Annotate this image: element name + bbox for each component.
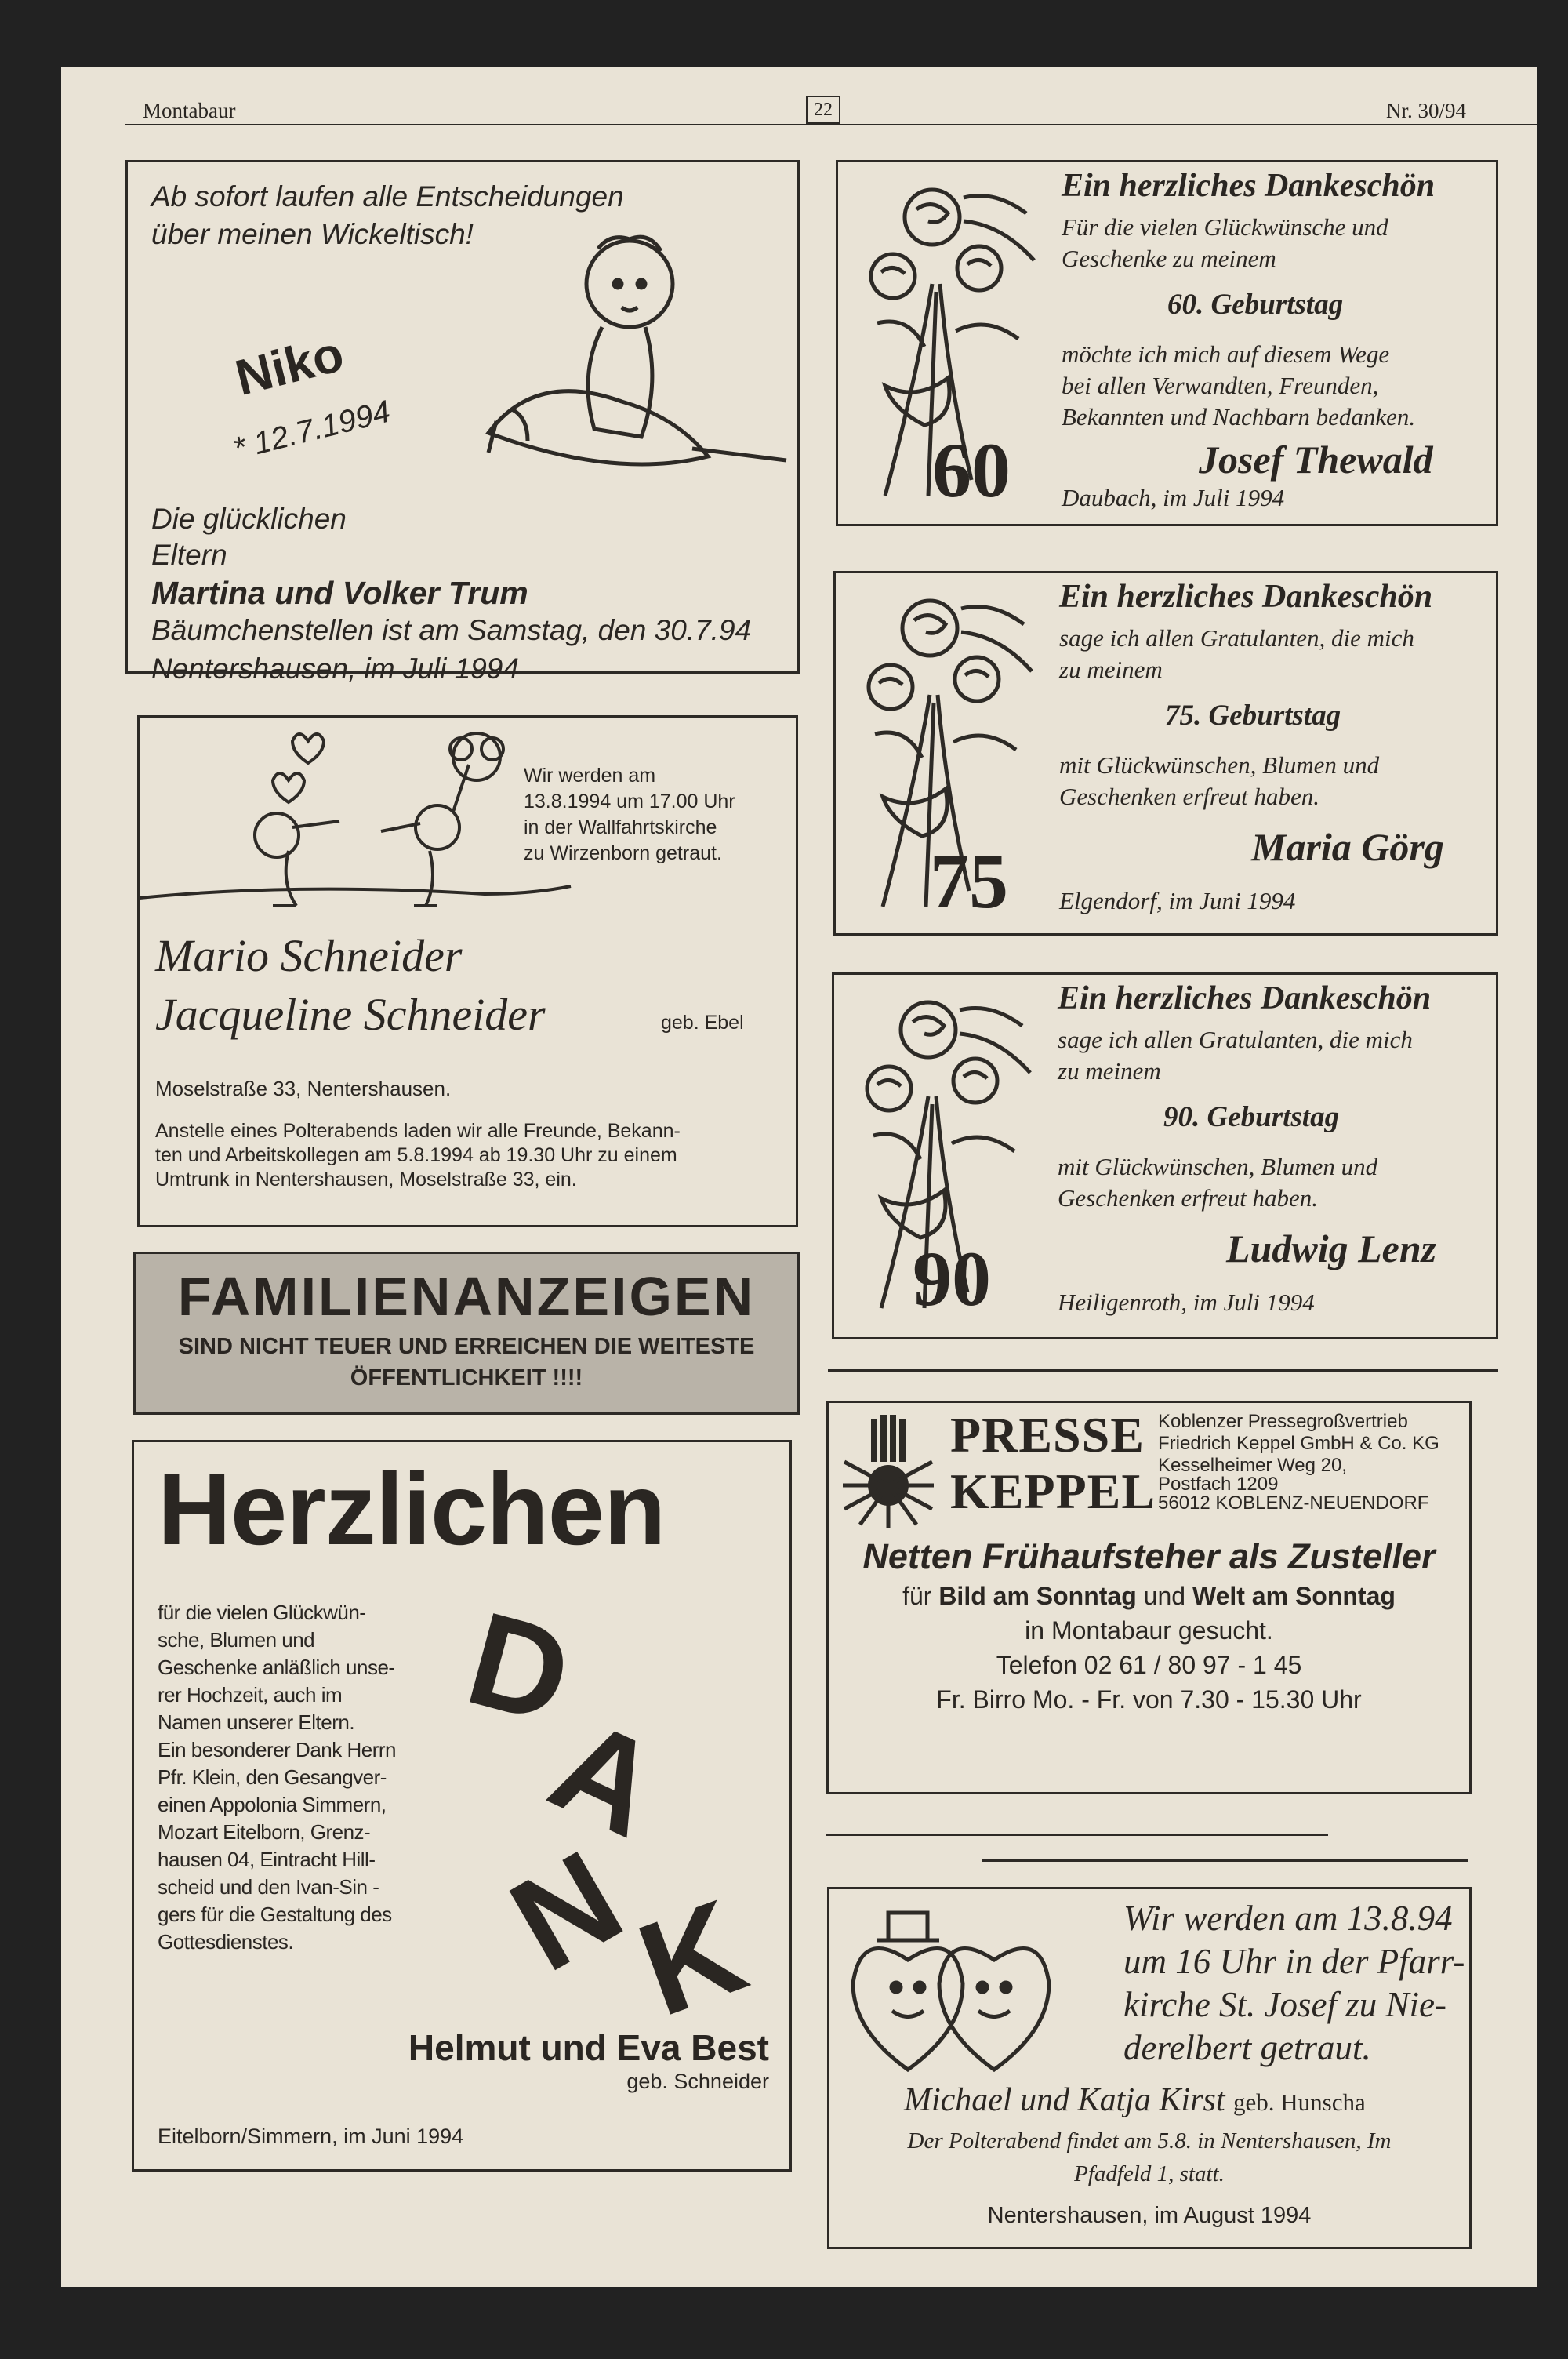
- wedding2-note-line: Pfadfeld 1, statt.: [1074, 2161, 1225, 2186]
- thanks90-name: Ludwig Lenz: [1226, 1227, 1437, 1270]
- thanks-body-line: hausen 04, Eintracht Hill-: [158, 1848, 376, 1871]
- wedding2-names: [904, 2081, 1366, 2119]
- presse-address-line: 56012 KOBLENZ-NEUENDORF: [1158, 1492, 1429, 1514]
- thanks60-line: Geschenke zu meinem: [1062, 245, 1276, 272]
- thanks60-age: 60: [932, 427, 1011, 514]
- thanks-body-line: einen Appolonia Simmern,: [158, 1793, 387, 1816]
- tree-planting: Bäumchenstellen ist am Samstag, den 30.7.94: [151, 614, 752, 646]
- presse-line1-bold1: Bild am Sonntag: [938, 1582, 1137, 1610]
- promo-title: FAMILIENANZEIGEN: [177, 1266, 756, 1327]
- thanks90-place: Heiligenroth, im Juli 1994: [1058, 1289, 1315, 1316]
- thanks-body-line: für die vielen Glückwün-: [158, 1601, 366, 1624]
- birth-announcement: [125, 160, 800, 685]
- wedding1-note: [155, 1119, 681, 1192]
- thanks-body-line: Namen unserer Eltern.: [158, 1710, 355, 1734]
- wedding-announcement-schneider: [137, 715, 798, 1227]
- thanks-body-line: Pfr. Klein, den Gesangver-: [158, 1765, 387, 1789]
- presse-address: [1158, 1411, 1439, 1514]
- thanks90-line2: Geschenken erfreut haben.: [1058, 1184, 1318, 1212]
- parents-intro: [151, 501, 347, 573]
- dank-letter-d: D: [453, 1583, 586, 1753]
- presse-address-line: Kesselheimer Weg 20,: [1158, 1455, 1348, 1476]
- thanks-75-birthday: [833, 571, 1498, 936]
- divider-rule: [826, 1834, 1328, 1836]
- thanks90-title: Ein herzliches Dankeschön: [1058, 980, 1432, 1016]
- thanks-body-line: Geschenke anläßlich unse-: [158, 1656, 395, 1679]
- thanks90-line2: mit Glückwünschen, Blumen und: [1058, 1153, 1378, 1180]
- presse-address-line: Postfach 1209: [1158, 1474, 1279, 1495]
- presse-logo-word1: PRESSE: [950, 1407, 1145, 1463]
- thanks90-lines2: [1058, 1151, 1377, 1214]
- wedding2-details: [1123, 1897, 1465, 2070]
- newspaper-page: [61, 67, 1537, 2287]
- thanks75-occasion: 75. Geburtstag: [1165, 700, 1341, 732]
- presse-address-line: Koblenzer Pressegroßvertrieb: [1158, 1411, 1408, 1432]
- thanks75-line: sage ich allen Gratulanten, die mich: [1059, 624, 1414, 652]
- thanks60-line2: bei allen Verwandten, Freunden,: [1062, 372, 1379, 399]
- wedding1-line: Wir werden am: [524, 765, 656, 787]
- thanks-body-line: scheid und den Ivan-Sin -: [158, 1875, 379, 1899]
- wedding-announcement-kirst: [827, 1887, 1472, 2249]
- thanks-body-line: Ein besonderer Dank Herrn: [158, 1738, 396, 1761]
- presse-line1-bold2: Welt am Sonntag: [1192, 1582, 1396, 1610]
- dank-letter-a: A: [530, 1689, 681, 1866]
- thanks75-line2: Geschenken erfreut haben.: [1059, 783, 1319, 810]
- thanks90-age: 90: [913, 1235, 991, 1322]
- baby-illustration: [465, 221, 794, 488]
- wedding1-address: Moselstraße 33, Nentershausen.: [155, 1077, 452, 1100]
- dank-letter-n: N: [487, 1823, 646, 2000]
- thanks75-age: 75: [930, 838, 1008, 925]
- thanks60-line: Für die vielen Glückwünsche und: [1062, 213, 1388, 241]
- birth-place: Nentershausen, im Juli 1994: [151, 652, 519, 685]
- thanks-heading: Herzlichen: [158, 1452, 666, 1566]
- promo-line1: SIND NICHT TEUER UND ERREICHEN DIE WEITESTE: [178, 1334, 755, 1359]
- promo-line2: ÖFFENTLICHKEIT !!!!: [350, 1365, 583, 1390]
- presse-headline: Netten Frühaufsteher als Zusteller: [862, 1536, 1436, 1576]
- parents-names: Martina und Volker Trum: [151, 575, 528, 611]
- thanks60-line2: möchte ich mich auf diesem Wege: [1062, 340, 1390, 368]
- wedding1-details: [524, 763, 735, 867]
- birth-intro-line: über meinen Wickeltisch!: [151, 218, 474, 250]
- wedding2-line: derelbert getraut.: [1123, 2028, 1371, 2067]
- thanks60-line2: Bekannten und Nachbarn bedanken.: [1062, 403, 1416, 431]
- thanks60-title: Ein herzliches Dankeschön: [1062, 168, 1436, 204]
- thanks90-line: sage ich allen Gratulanten, die mich: [1058, 1026, 1413, 1053]
- header-town: Montabaur: [143, 99, 236, 122]
- bride-nee: geb. Ebel: [661, 1012, 744, 1034]
- parents-intro-line: Die glücklichen: [151, 503, 347, 535]
- presse-line1-mid: und: [1143, 1582, 1186, 1610]
- thanks90-occasion: 90. Geburtstag: [1163, 1101, 1340, 1133]
- wedding1-line: zu Wirzenborn getraut.: [524, 842, 722, 864]
- thanks-body-line: gers für die Gestaltung des: [158, 1903, 392, 1926]
- thanks75-name: Maria Görg: [1251, 825, 1444, 869]
- wedding2-names-text: Michael und Katja Kirst: [904, 2082, 1225, 2118]
- thanks-nee: geb. Schneider: [626, 2070, 769, 2093]
- thanks75-lines2: [1059, 750, 1379, 812]
- presse-address-line: Friedrich Keppel GmbH & Co. KG: [1158, 1433, 1439, 1454]
- dank-letter-k: K: [621, 1871, 763, 2045]
- baby-name: Niko: [230, 325, 350, 406]
- presse-line2: in Montabaur gesucht.: [1025, 1616, 1273, 1645]
- thanks75-title: Ein herzliches Dankeschön: [1059, 579, 1433, 615]
- wedding2-note: [829, 2125, 1469, 2190]
- wedding1-line: in der Wallfahrtskirche: [524, 816, 717, 838]
- birth-date: * 12.7.1994: [230, 394, 394, 467]
- presse-keppel-logo-icon: [844, 1415, 938, 1525]
- wedding2-nee: geb. Hunscha: [1233, 2088, 1366, 2116]
- divider-rule: [982, 1859, 1468, 1862]
- thanks-body-line: Gottesdienstes.: [158, 1930, 294, 1954]
- thanks60-lines: [1062, 212, 1388, 274]
- thanks60-place: Daubach, im Juli 1994: [1062, 484, 1285, 511]
- presse-logo-word2: KEPPEL: [950, 1463, 1156, 1519]
- parents-intro-line: Eltern: [151, 539, 227, 571]
- hearts-couple-illustration: [845, 1913, 1049, 2077]
- thanks60-lines2: [1062, 339, 1415, 433]
- birth-intro-line: Ab sofort laufen alle Entscheidungen: [151, 180, 624, 213]
- thanks60-occasion: 60. Geburtstag: [1167, 289, 1344, 321]
- thanks75-place: Elgendorf, im Juni 1994: [1059, 887, 1296, 914]
- thanks-body: [158, 1599, 396, 1956]
- thanks-body-line: Mozart Eitelborn, Grenz-: [158, 1820, 371, 1844]
- page-number: 22: [806, 96, 840, 124]
- wedding2-line: um 16 Uhr in der Pfarr-: [1123, 1942, 1465, 1981]
- thanks75-lines: [1059, 623, 1414, 685]
- thanks-place: Eitelborn/Simmern, im Juni 1994: [158, 2125, 464, 2148]
- wedding1-line: 13.8.1994 um 17.00 Uhr: [524, 791, 735, 812]
- issue-number: Nr. 30/94: [1386, 99, 1467, 122]
- thanks-60-birthday: [836, 160, 1498, 526]
- thanks-wedding-best: [132, 1440, 792, 2172]
- wedding2-place: Nentershausen, im August 1994: [987, 2203, 1312, 2228]
- section-rule: [828, 1369, 1498, 1372]
- wedding1-note-line: ten und Arbeitskollegen am 5.8.1994 ab 19.30 Uhr zu einem: [155, 1144, 677, 1166]
- wedding2-note-line: Der Polterabend findet am 5.8. in Nentershausen, Im: [907, 2128, 1392, 2154]
- presse-line3: Telefon 02 61 / 80 97 - 1 45: [996, 1651, 1302, 1679]
- wedding2-line: Wir werden am 13.8.94: [1123, 1899, 1453, 1938]
- presse-line1-pre: für: [902, 1582, 932, 1610]
- thanks75-line: zu meinem: [1059, 656, 1163, 683]
- bride-name: Jacqueline Schneider: [155, 989, 546, 1040]
- wedding1-note-line: Umtrunk in Nentershausen, Moselstraße 33, ein.: [155, 1169, 577, 1190]
- thanks-names: Helmut und Eva Best: [408, 2027, 769, 2068]
- thanks-body-line: rer Hochzeit, auch im: [158, 1683, 343, 1707]
- thanks90-lines: [1058, 1024, 1413, 1087]
- presse-keppel-ad: [826, 1401, 1472, 1794]
- presse-line4: Fr. Birro Mo. - Fr. von 7.30 - 15.30 Uhr: [936, 1685, 1362, 1714]
- thanks90-line: zu meinem: [1058, 1057, 1161, 1085]
- promo-box: [133, 1252, 800, 1415]
- thanks-90-birthday: [832, 972, 1498, 1339]
- wedding2-line: kirche St. Josef zu Nie-: [1123, 1985, 1446, 2024]
- wedding1-note-line: Anstelle eines Polterabends laden wir alle Freunde, Bekann-: [155, 1120, 681, 1142]
- header-rule: [125, 124, 1537, 125]
- thanks-body-line: sche, Blumen und: [158, 1628, 315, 1652]
- presse-line1: [829, 1582, 1469, 1611]
- groom-name: Mario Schneider: [155, 930, 463, 981]
- thanks75-line2: mit Glückwünschen, Blumen und: [1059, 751, 1380, 779]
- thanks60-name: Josef Thewald: [1199, 438, 1433, 482]
